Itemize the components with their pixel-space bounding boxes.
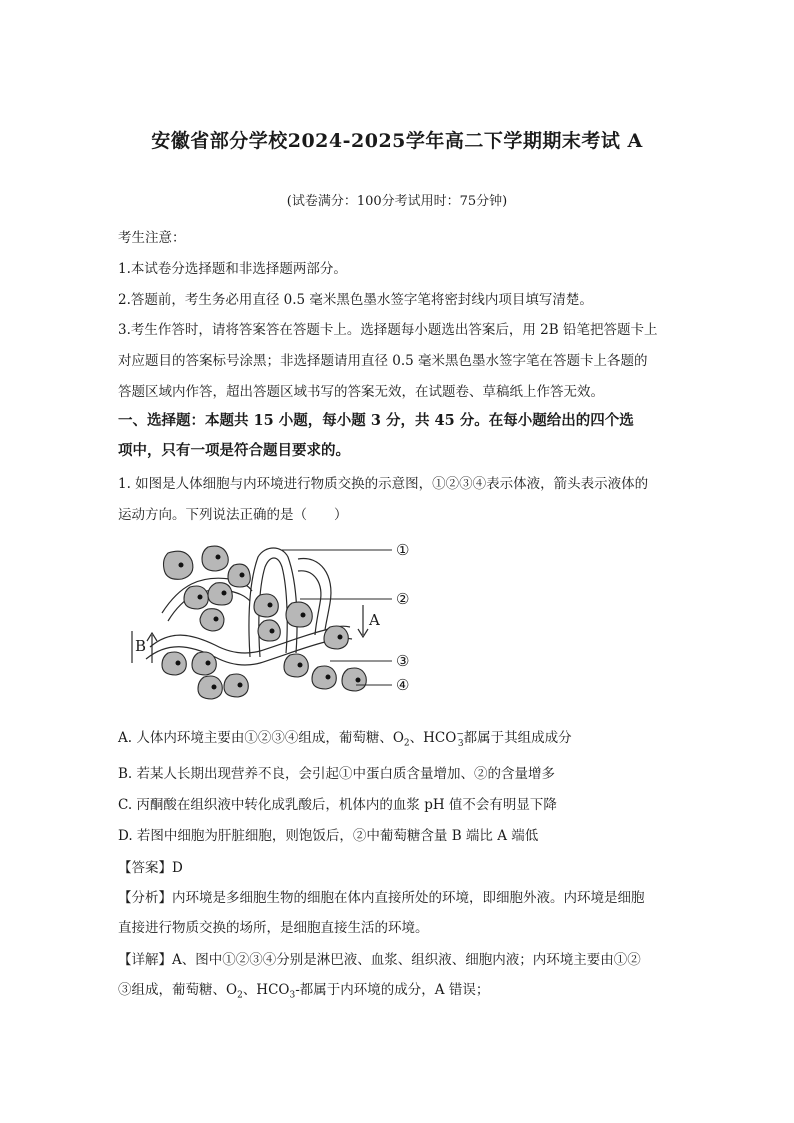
option-d: D. 若图中细胞为肝脏细胞，则饱饭后，②中葡萄糖含量 B 端比 A 端低 (118, 828, 539, 844)
detail-cont: ③组成，葡萄糖、$O_2$、$HCO_3-$都属于内环境的成分，A 错误； (118, 982, 490, 1001)
analysis: 【分析】内环境是多细胞生物的细胞在体内直接所处的环境，即细胞外液。内环境是细胞 (118, 890, 645, 906)
label-fluid-3: ③ (396, 652, 410, 670)
notice-item: 答题区域内作答，超出答题区域书写的答案无效，在试题卷、草稿纸上作答无效。 (118, 384, 604, 400)
exam-meta: (试卷满分：100分考试用时：75分钟) (286, 194, 508, 209)
notice-item: 1.本试卷分选择题和非选择题两部分。 (118, 261, 347, 277)
option-c: C. 丙酮酸在组织液中转化成乳酸后，机体内的血浆 pH 值不会有明显下降 (118, 797, 557, 813)
label-a: A (369, 611, 380, 629)
label-fluid-4: ④ (396, 676, 410, 694)
question-stem-cont: 运动方向。下列说法正确的是（ ） (118, 507, 348, 523)
page-title: 安徽省部分学校2024-2025学年高二下学期期末考试 A (151, 130, 643, 152)
answer: 【答案】D (118, 860, 183, 876)
notice-item: 2.答题前，考生务必用直径 0.5 毫米黑色墨水签字笔将密封线内项目填写清楚。 (118, 292, 593, 308)
option-a: A. 人体内环境主要由①②③④组成，葡萄糖、$O_2$、$HCO^-_3$都属于其组成成分 (118, 729, 572, 749)
analysis-cont: 直接进行物质交换的场所，是细胞直接生活的环境。 (118, 920, 429, 936)
body-fluid-diagram (120, 535, 420, 710)
section-heading: 一、选择题：本题共 15 小题，每小题 3 分，共 45 分。在每小题给出的四个选 (118, 412, 634, 429)
notice-item: 3.考生作答时，请将答案答在答题卡上。选择题每小题选出答案后，用 2B 铅笔把答题卡上 (118, 322, 658, 338)
section-heading-cont: 项中，只有一项是符合题目要求的。 (118, 442, 350, 459)
option-b: B. 若某人长期出现营养不良，会引起①中蛋白质含量增加、②的含量增多 (118, 766, 556, 782)
detail: 【详解】A、图中①②③④分别是淋巴液、血浆、组织液、细胞内液；内环境主要由①② (118, 952, 641, 968)
notice-item: 对应题目的答案标号涂黑；非选择题请用直径 0.5 毫米黑色墨水签字笔在答题卡上各题的 (118, 353, 648, 369)
notice-heading: 考生注意： (118, 230, 186, 246)
label-b: B (135, 637, 147, 655)
question-stem: 1. 如图是人体细胞与内环境进行物质交换的示意图，①②③④表示体液，箭头表示液体的 (118, 476, 649, 492)
label-fluid-2: ② (396, 590, 410, 608)
label-fluid-1: ① (396, 541, 410, 559)
